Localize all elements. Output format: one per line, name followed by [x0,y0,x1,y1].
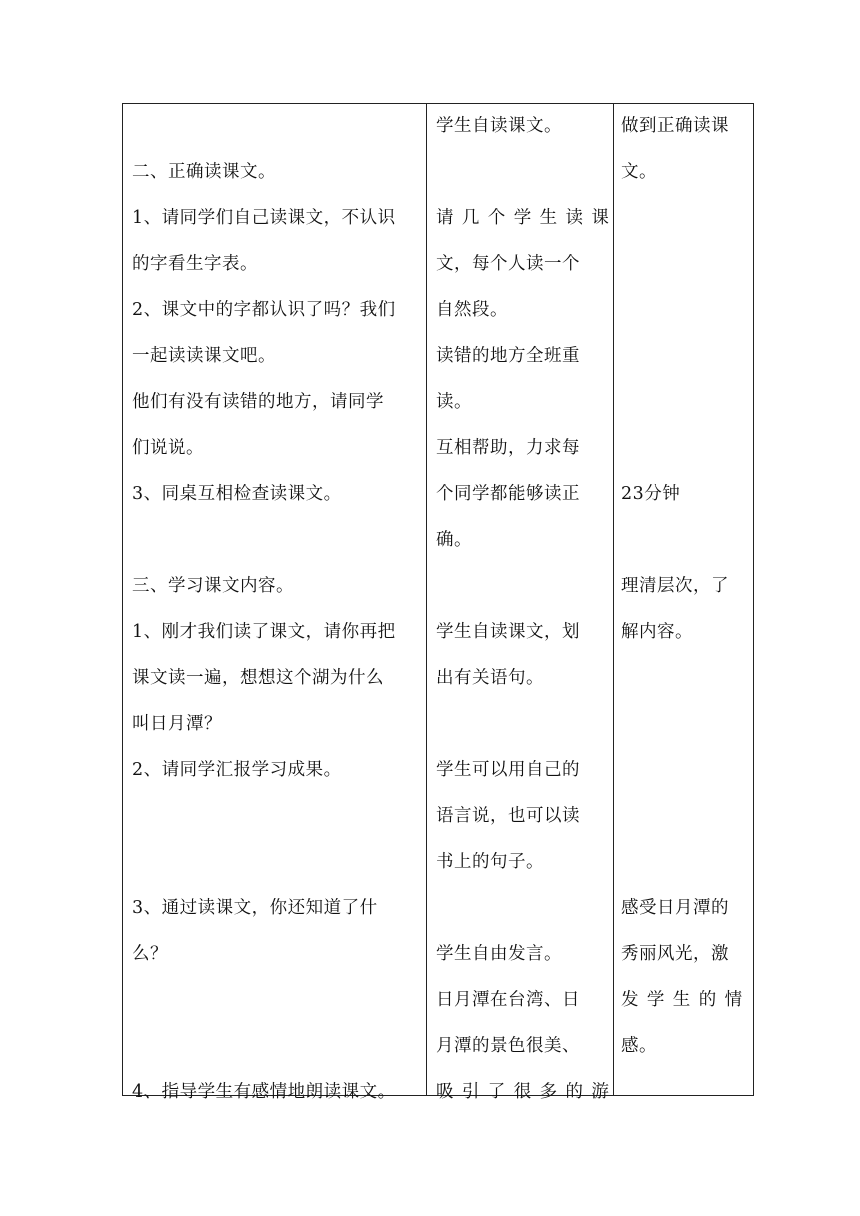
table-cell-text: 个同学都能够读正 [436,484,580,504]
table-cell-text: 三、学习课文内容。 [132,576,294,596]
table-cell-text: 3、同桌互相检查读课文。 [132,484,342,504]
table-cell-text: 语言说，也可以读 [436,806,580,826]
table-cell-text: 出有关语句。 [436,668,544,688]
table-cell-text: 2、请同学汇报学习成果。 [132,760,342,780]
table-cell-text: 请几个学生读课 [436,208,618,228]
table-cell-text: 感受日月潭的 [621,898,729,918]
table-cell-text: 月潭的景色很美、 [436,1036,580,1056]
table-cell-text: 二、正确读课文。 [132,162,276,182]
table-cell-text: 做到正确读课 [621,116,729,136]
table-cell-text: 23分钟 [621,484,681,504]
table-cell-text: 学生自读课文，划 [436,622,580,642]
table-cell-text: 理清层次，了 [621,576,729,596]
table-cell-text: 吸引了很多的游 [436,1082,618,1102]
table-cell-text: 书上的句子。 [436,852,544,872]
teaching-steps-column [123,104,426,1102]
table-cell-text: 他们有没有读错的地方，请同学 [132,392,384,412]
table-cell-text: 秀丽风光，激 [621,944,729,964]
table-cell-text: 课文读一遍，想想这个湖为什么 [132,668,384,688]
notes-column [613,104,755,1095]
table-cell-text: 4、指导学生有感情地朗读课文。 [132,1082,396,1102]
table-cell-text: 读错的地方全班重 [436,346,580,366]
table-cell-text: 3、通过读课文，你还知道了什 [132,898,378,918]
table-cell-text: 确。 [436,530,472,550]
table-cell-text: 读。 [436,392,472,412]
table-cell-text: 感。 [621,1036,657,1056]
table-cell-text: 学生可以用自己的 [436,760,580,780]
table-cell-text: 学生自由发言。 [436,944,562,964]
table-cell-text: 发学生的情 [621,990,751,1010]
lesson-plan-table [122,103,754,1102]
table-cell-text: 学生自读课文。 [436,116,562,136]
table-cell-text: 1、请同学们自己读课文，不认识 [132,208,396,228]
table-cell-text: 1、刚才我们读了课文，请你再把 [132,622,396,642]
table-cell-text: 2、课文中的字都认识了吗？我们 [132,300,396,320]
table-cell-text: 一起读读课文吧。 [132,346,276,366]
table-cell-text: 互相帮助，力求每 [436,438,580,458]
table-cell-text: 自然段。 [436,300,508,320]
table-cell-text: 文，每个人读一个 [436,254,580,274]
table-cell-text: 么？ [132,944,168,964]
student-activity-column [426,104,618,1102]
table-cell-text: 的字看生字表。 [132,254,258,274]
table-cell-text: 叫日月潭？ [132,714,222,734]
table-cell-text: 文。 [621,162,657,182]
table-cell-text: 解内容。 [621,622,693,642]
table-cell-text: 们说说。 [132,438,204,458]
table-cell-text: 日月潭在台湾、日 [436,990,580,1010]
